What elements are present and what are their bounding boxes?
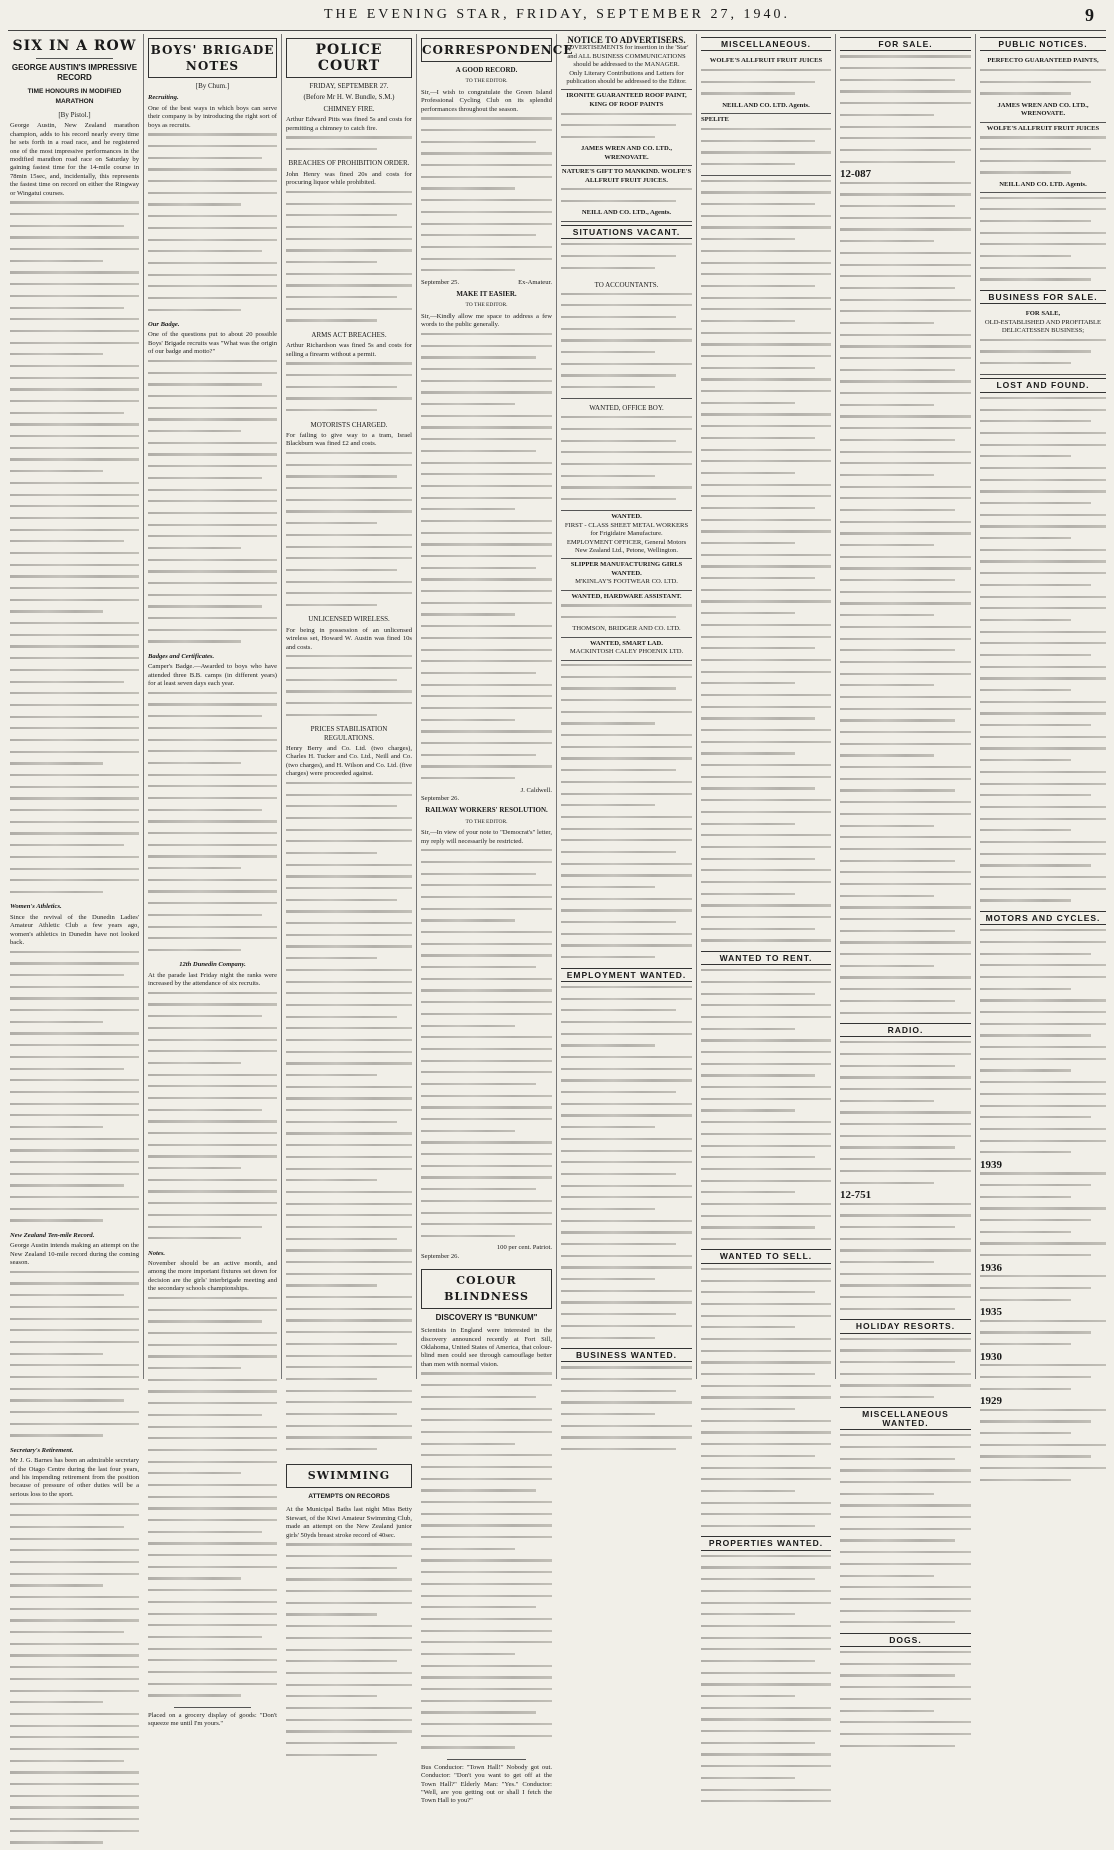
advert-sheet-metal xyxy=(561,511,692,559)
advert-phone-number: 12-087 xyxy=(840,167,872,180)
letter-salutation: TO THE EDITOR. xyxy=(465,818,508,825)
dateline: FRIDAY, SEPTEMBER 27. xyxy=(309,82,389,90)
headline-swimming: SWIMMING xyxy=(286,1464,412,1488)
case-lead: For failing to give way to a tram, Israel Blackburn was fined £2 and costs. xyxy=(286,431,412,448)
classified-listings xyxy=(840,1651,971,1753)
section-dogs: DOGS. xyxy=(840,1633,971,1647)
headline-boys-brigade: BOYS' BRIGADE NOTES xyxy=(148,38,277,78)
subheadline: GEORGE AUSTIN'S IMPRESSIVE RECORD xyxy=(11,63,138,82)
advert-car-year: 1935 xyxy=(980,1306,1002,1319)
advert-firm: MACKINTOSH CALEY PHOENIX LTD. xyxy=(569,648,684,656)
headline-police-court: POLICE COURT xyxy=(286,38,412,78)
letter-lead: Sir,—In view of your note to "Democrat's" letter, my reply will necessarily be restricted. xyxy=(421,829,552,845)
subheadline: DISCOVERY IS "BUNKUM" xyxy=(435,1313,538,1323)
case-lead: Arthur Richardson was fined 5s and costs for selling a firearm without a permit. xyxy=(286,342,412,358)
page-number: 9 xyxy=(1085,4,1096,25)
section-heading: Women's Athletics. xyxy=(10,903,62,911)
advert-heading: WOLFE'S ALLFRUIT FRUIT JUICES xyxy=(986,124,1100,132)
column-for-sale xyxy=(836,34,975,1645)
section-lost-and-found: LOST AND FOUND. xyxy=(980,378,1106,392)
filler-joke: Bus Conductor: "Town Hall!" Nobody got out. Conductor: "Don't you want to get off at the Town Hall?" Elderly Man: "Yes." Conductor: "Well, are you getting out or shall I fetch the Town Hall to you?" xyxy=(421,1763,552,1805)
masthead xyxy=(0,0,1114,30)
advert-firm: THOMSON, BRIDGER AND CO. LTD. xyxy=(572,625,681,633)
column-miscellaneous xyxy=(697,34,835,1549)
case-body xyxy=(286,452,412,612)
advert-wolfes xyxy=(701,55,831,114)
section-miscellaneous-wanted: MISCELLANEOUS WANTED. xyxy=(840,1407,971,1430)
classified-listings xyxy=(561,1366,692,1456)
subheadline: ATTEMPTS ON RECORDS xyxy=(308,1493,390,1501)
case-title: BREACHES OF PROHIBITION ORDER. xyxy=(288,159,410,168)
letter-salutation: TO THE EDITOR. xyxy=(465,302,508,309)
advert-heading: PERFECTO GUARANTEED PAINTS, xyxy=(987,57,1099,65)
advert-car-year: 1939 xyxy=(980,1158,1002,1171)
classified-listings xyxy=(840,1041,971,1190)
case-body xyxy=(286,362,412,417)
classified-listings xyxy=(840,182,971,1020)
letter-date: September 26. xyxy=(421,794,460,802)
section-properties-wanted: PROPERTIES WANTED. xyxy=(701,1536,831,1550)
advert-heading: WANTED, SMART LAD. xyxy=(590,639,663,647)
advert-heading: IRONITE GUARANTEED ROOF PAINT, KING OF ROOF PAINTS xyxy=(566,92,687,108)
article-lead: Camper's Badge.—Awarded to boys who have attended three B.B. camps (in different years) for at least seven days each year. xyxy=(148,663,277,688)
article-body xyxy=(10,201,139,899)
notice-to-advertisers xyxy=(561,34,692,90)
classified-listings xyxy=(840,1338,971,1405)
letter-date: September 26. xyxy=(421,1252,460,1260)
letter-body xyxy=(421,333,552,786)
classified-listings xyxy=(701,1555,831,1809)
letter-title: MAKE IT EASIER. xyxy=(456,290,517,299)
advert-firm: NEILL AND CO. LTD. Agents. xyxy=(999,180,1087,188)
article-body xyxy=(148,992,277,1246)
section-business-wanted: BUSINESS WANTED. xyxy=(561,1348,692,1362)
advert-perfecto-paints xyxy=(980,55,1106,122)
classified-listings xyxy=(701,180,831,948)
section-heading: 12th Dunedin Company. xyxy=(179,961,246,969)
advert-car-year: 1930 xyxy=(980,1350,1002,1363)
classified-listings xyxy=(561,986,692,1345)
headline-colour-blindness: COLOUR BLINDNESS xyxy=(421,1269,552,1309)
letter-signature: Ex-Amateur. xyxy=(518,278,552,286)
section-radio: RADIO. xyxy=(840,1023,971,1037)
column-athletics xyxy=(6,34,143,1498)
column-public-notices xyxy=(976,34,1110,1407)
section-heading: Notes. xyxy=(148,1249,166,1257)
section-heading: Secretary's Retirement. xyxy=(10,1446,74,1454)
case-body xyxy=(286,782,412,1457)
advert-office-boy xyxy=(561,399,692,511)
article-body xyxy=(286,1543,412,1762)
case-body xyxy=(286,655,412,722)
advert-car-year: 1936 xyxy=(980,1261,1002,1274)
letter-signoff xyxy=(421,279,552,287)
case-lead: Henry Berry and Co. Ltd. (two charges), Charles H. Tucker and Co. Ltd., Neill and Co. (two charges), and H. Wilson and Co. Ltd. (five charges) were proceeded against. xyxy=(286,744,412,778)
section-miscellaneous: MISCELLANEOUS. xyxy=(701,37,831,51)
advert-heading: WANTED. xyxy=(611,513,642,521)
advert-wolfes xyxy=(980,123,1106,194)
column-correspondence xyxy=(417,34,574,1805)
section-motors-and-cycles: MOTORS AND CYCLES. xyxy=(980,911,1106,925)
article-body xyxy=(421,1372,552,1754)
advert-heading: SLIPPER MANUFACTURING GIRLS WANTED. xyxy=(570,561,683,577)
advert-heading: NATURE'S GIFT TO MANKIND. WOLFE'S ALLFRUIT FRUIT JUICES. xyxy=(561,168,692,184)
advert-wolfes xyxy=(561,166,692,222)
advert-smart-lad xyxy=(561,638,692,661)
case-title: CHIMNEY FIRE. xyxy=(323,104,375,113)
byline: [By Chum.] xyxy=(195,82,230,90)
case-body xyxy=(286,191,412,328)
classified-listings xyxy=(701,969,831,1246)
letter-lead: Sir,—I wish to congratulate the Green Island Professional Cycling Club on its splendid performances throughout the season. xyxy=(421,88,552,113)
case-lead: For being in possession of an unlicensed wireless set, Howard W. Austin was fined 10s and costs. xyxy=(286,626,412,651)
classified-listings xyxy=(840,1203,971,1317)
section-employment-wanted: EMPLOYMENT WANTED. xyxy=(561,968,692,982)
classified-listings xyxy=(840,1434,971,1629)
section-business-for-sale: BUSINESS FOR SALE. xyxy=(980,290,1106,304)
advert-accountants xyxy=(561,276,692,400)
advert-spelite xyxy=(701,114,831,176)
advert-slipper-girls xyxy=(561,559,692,590)
letter-lead: Sir,—Kindly allow me space to address a few words to the public generally. xyxy=(421,312,552,329)
advert-firm: M'KINLAY'S FOOTWEAR CO. LTD. xyxy=(575,578,678,586)
article-lead: George Austin, New Zealand marathon champion, adds to his record nearly every time he sets forth in a road race, and he registered one of the most impressive performances in the modified marathon road race on Saturday by gaining fastest time for the 14-mile course in 78min 15sec, and, incidentally, this represents the fastest time on record on either the Ringway or Wingatui courses. xyxy=(10,122,139,197)
letter-title: RAILWAY WORKERS' RESOLUTION. xyxy=(425,806,548,815)
letter-date: September 25. xyxy=(421,278,460,286)
section-holiday-resorts: HOLIDAY RESORTS. xyxy=(840,1319,971,1333)
article-body xyxy=(148,133,277,317)
case-title: ARMS ACT BREACHES. xyxy=(311,330,387,339)
divider xyxy=(174,1707,251,1708)
column-police-court xyxy=(282,34,416,1539)
classified-listings xyxy=(561,664,692,965)
filler-quip: Placed on a grocery display of goods: "Don't squeeze me until I'm yours." xyxy=(148,1711,277,1728)
classified-listings xyxy=(840,55,971,169)
advert-ironite xyxy=(561,90,692,166)
notice-title: NOTICE TO ADVERTISERS. xyxy=(567,35,686,45)
classified-listings xyxy=(980,197,1106,287)
section-for-sale: FOR SALE. xyxy=(840,37,971,51)
section-wanted-to-sell: WANTED TO SELL. xyxy=(701,1249,831,1263)
article-lead: Scientists in England were interested in the discovery announced recently at Fort Sill, Oklahoma, United States of America, that colour-blind men could see through camouflage better than men with normal vision. xyxy=(421,1327,552,1368)
advert-hardware-assistant xyxy=(561,591,692,638)
advert-heading: TO ACCOUNTANTS. xyxy=(594,280,659,289)
section-wanted-to-rent: WANTED TO RENT. xyxy=(701,951,831,965)
section-heading: Badges and Certificates. xyxy=(148,652,215,660)
advert-heading: SPELITE xyxy=(701,116,729,124)
section-heading: Recruiting. xyxy=(148,94,179,102)
article-lead: November should be an active month, and among the more important fixtures set down for decision are the girls' interbrigade meeting and the secondary schools championships. xyxy=(148,1260,277,1293)
advert-detail: FIRST - CLASS SHEET METAL WORKERS for Frigidaire Manufacture. xyxy=(564,521,689,538)
advert-firm: NEILL AND CO. LTD. Agents. xyxy=(722,101,810,109)
notice-text: ADVERTISEMENTS for insertion in the 'Star' and ALL BUSINESS COMMUNICATIONS should be addressed to the MANAGER. xyxy=(564,44,689,69)
advert-detail: OLD-ESTABLISHED AND PROFITABLE DELICATESSEN BUSINESS; xyxy=(984,318,1102,334)
divider xyxy=(36,58,113,59)
notice-text: Only Literary Contributions and Letters for publication should be addressed to the Editor. xyxy=(566,69,687,86)
letter-title: A GOOD RECORD. xyxy=(455,66,518,74)
letter-body xyxy=(421,117,552,277)
article-body xyxy=(148,692,277,958)
byline: [By Pistol.] xyxy=(58,111,91,119)
case-title: UNLICENSED WIRELESS. xyxy=(308,615,390,624)
advert-delicatessen xyxy=(980,308,1106,375)
letter-signature: 100 per cent. Patriot. xyxy=(496,1244,552,1252)
advert-firm: JAMES WREN AND CO. LTD., WRENOVATE. xyxy=(997,101,1089,118)
advert-firm: JAMES WREN AND CO. LTD., WRENOVATE. xyxy=(580,145,673,161)
classified-listings xyxy=(980,929,1106,1159)
advert-car-year: 1929 xyxy=(980,1394,1002,1407)
article-lead: Since the revival of the Dunedin Ladies' Amateur Athletic Club a few years ago, women's athletics in Dunedin have not looked back. xyxy=(10,913,139,946)
section-situations-vacant: SITUATIONS VACANT. xyxy=(561,225,692,239)
article-lead: One of the questions put to about 20 possible Boys' Brigade recruits was "What was the origin of our badge and motto?" xyxy=(148,331,277,356)
section-heading: Our Badge. xyxy=(148,321,180,329)
column-boys-brigade xyxy=(144,34,281,1728)
article-lead: One of the best ways in which boys can serve their company is by introducing the right sort of boys as recruits. xyxy=(148,104,277,129)
article-lead: Mr J. G. Barnes has been an admirable secretary of the Otago Centre during the last four years, and his impending retirement from the position because of pressure of other duties will be a serious loss to the sport. xyxy=(10,1457,139,1498)
headline-correspondence: CORRESPONDENCE xyxy=(421,38,552,62)
masthead-title: THE EVENING STAR, FRIDAY, SEPTEMBER 27, 1940. xyxy=(323,7,791,22)
masthead-rule xyxy=(8,30,1106,31)
classified-listings xyxy=(980,397,1106,908)
advert-heading: WANTED, OFFICE BOY. xyxy=(589,404,664,413)
article-lead: At the parade last Friday night the ranks were increased by the attendance of six recruits. xyxy=(148,971,277,988)
advert-firm: EMPLOYMENT OFFICER, General Motors New Zealand Ltd., Petone, Wellington. xyxy=(566,538,687,555)
advert-heading: WOLFE'S ALLFRUIT FRUIT JUICES xyxy=(709,57,823,65)
subheadline: TIME HONOURS IN MODIFIED MARATHON xyxy=(27,88,122,105)
case-lead: John Henry was fined 20s and costs for procuring liquor while prohibited. xyxy=(286,170,412,187)
section-heading: New Zealand Ten-mile Record. xyxy=(10,1231,95,1239)
article-body xyxy=(148,1297,277,1703)
classified-listings xyxy=(701,1268,831,1534)
case-lead: Arthur Edward Pitts was fined 5s and costs for permitting a chimney to catch fire. xyxy=(286,116,412,132)
advert-heading: WANTED, HARDWARE ASSISTANT. xyxy=(571,592,682,600)
article-body xyxy=(10,951,139,1228)
article-body xyxy=(10,1271,139,1443)
divider xyxy=(447,1759,526,1760)
letter-body xyxy=(421,849,552,1243)
bench: (Before Mr H. W. Bundle, S.M.) xyxy=(303,93,395,102)
article-lead: George Austin intends making an attempt on the New Zealand 10-mile record during the coming season. xyxy=(10,1242,139,1267)
letter-signature: J. Caldwell. xyxy=(520,786,552,794)
section-public-notices: PUBLIC NOTICES. xyxy=(980,37,1106,51)
article-body xyxy=(10,1503,139,1850)
case-title: PRICES STABILISATION REGULATIONS. xyxy=(310,725,388,742)
article-body xyxy=(148,360,277,649)
advert-heading: FOR SALE, xyxy=(1025,310,1061,318)
case-title: MOTORISTS CHARGED. xyxy=(310,420,388,429)
advert-firm: NEILL AND CO. LTD., Agents. xyxy=(581,209,672,217)
headline-six-in-a-row: SIX IN A ROW xyxy=(12,38,137,54)
column-advertisements xyxy=(557,34,696,1379)
advert-phone-number: 12-751 xyxy=(840,1188,872,1201)
letter-salutation: TO THE EDITOR. xyxy=(465,78,508,85)
article-lead: At the Municipal Baths last night Miss Betty Stewart, of the Kiwi Amateur Swimming Club, made an attempt on the New Zealand junior girls' 50yds breast stroke record of 40sec. xyxy=(286,1506,412,1539)
